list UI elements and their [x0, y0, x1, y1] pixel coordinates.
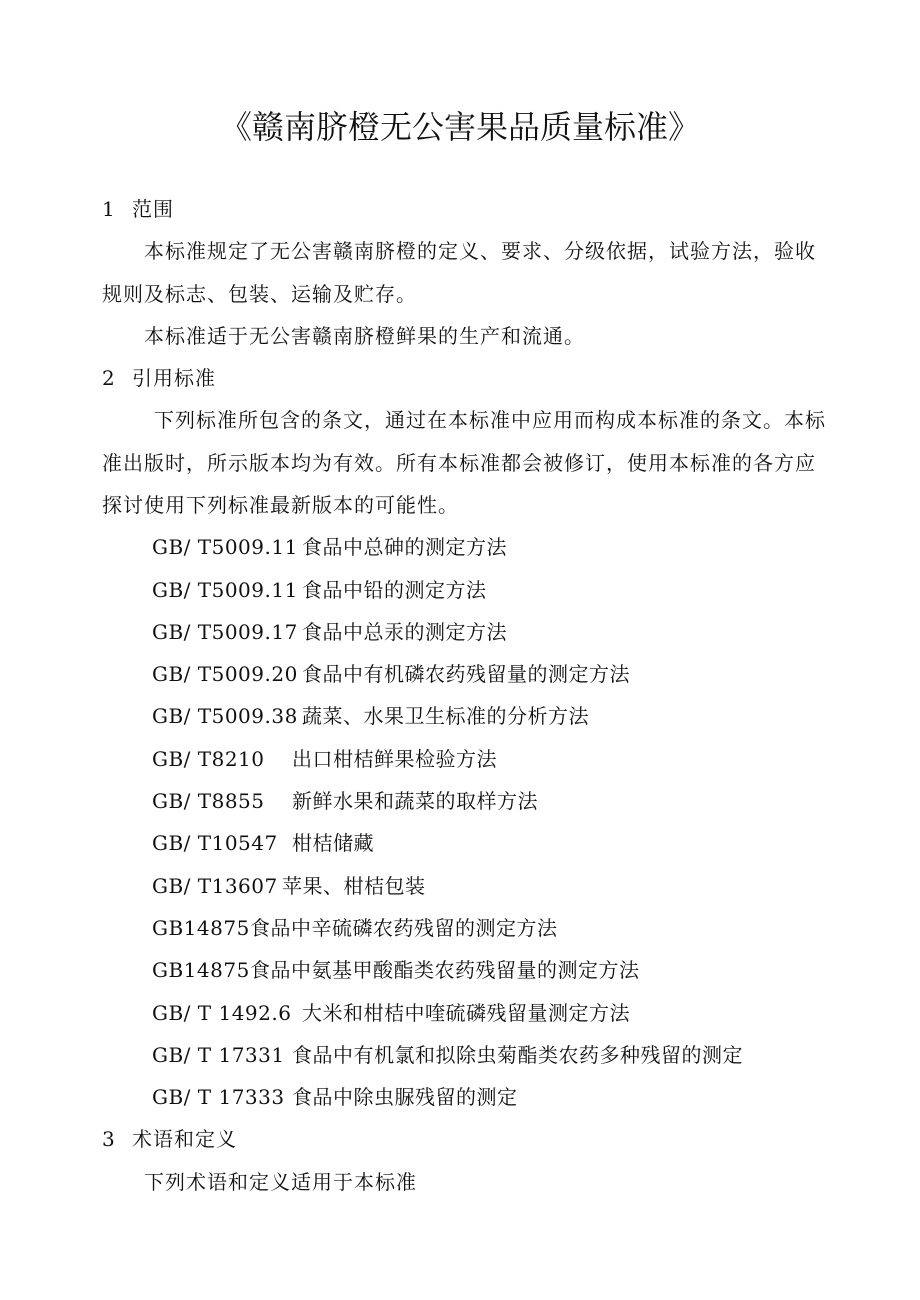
section-label: 引用标准: [132, 366, 216, 390]
reference-code: GB/ T5009.11: [152, 535, 298, 559]
reference-code: GB/ T5009.11: [152, 578, 298, 602]
reference-code: GB/ T10547: [152, 831, 278, 855]
reference-item: [152, 659, 630, 689]
reference-name: 蔬菜、水果卫生标准的分析方法: [302, 704, 589, 728]
reference-code: GB14875: [152, 958, 250, 982]
reference-code: GB/ T8855: [152, 789, 265, 813]
reference-item: [152, 786, 538, 816]
paragraph-line: 本标准规定了无公害赣南脐橙的定义、要求、分级依据，试验方法，验收: [144, 239, 816, 263]
reference-code: GB/ T5009.20: [152, 662, 298, 686]
document-title: 《赣南脐橙无公害果品质量标准》: [219, 108, 700, 146]
reference-code: GB/ T 17331: [152, 1043, 285, 1067]
paragraph-line: 下列术语和定义适用于本标准: [144, 1170, 417, 1194]
reference-item: [152, 617, 507, 647]
reference-item: [152, 828, 374, 858]
reference-name: 食品中氨基甲酸酯类农药残留量的测定方法: [250, 958, 640, 982]
section-heading-3: [102, 1124, 237, 1154]
reference-code: GB/ T13607: [152, 874, 278, 898]
reference-code: GB14875: [152, 916, 250, 940]
section-heading-2: [102, 363, 216, 393]
reference-item: [152, 532, 507, 562]
reference-name: 柑桔储藏: [292, 831, 374, 855]
reference-code: GB/ T 17333: [152, 1085, 285, 1109]
section-label: 术语和定义: [132, 1127, 237, 1151]
reference-code: GB/ T5009.17: [152, 620, 298, 644]
reference-name: 食品中总砷的测定方法: [302, 535, 507, 559]
reference-item: [152, 701, 589, 731]
paragraph-line: 准出版时，所示版本均为有效。所有本标准都会被修订，使用本标准的各方应: [102, 451, 816, 475]
reference-name: 食品中铅的测定方法: [302, 578, 487, 602]
reference-code: GB/ T 1492.6: [152, 1001, 292, 1025]
paragraph-line: 规则及标志、包装、运输及贮存。: [102, 282, 417, 306]
paragraph-line: 本标准适于无公害赣南脐橙鲜果的生产和流通。: [144, 324, 585, 348]
reference-name: 新鲜水果和蔬菜的取样方法: [292, 789, 538, 813]
reference-item: [152, 913, 558, 943]
reference-item: [152, 1040, 743, 1070]
reference-name: 食品中总汞的测定方法: [302, 620, 507, 644]
paragraph-line: 下列标准所包含的条文，通过在本标准中应用而构成本标准的条文。本标: [154, 408, 826, 432]
paragraph-line: 探讨使用下列标准最新版本的可能性。: [102, 493, 459, 517]
reference-item: [152, 998, 630, 1028]
section-heading-1: [102, 194, 174, 224]
reference-item: [152, 744, 497, 774]
reference-name: 食品中有机磷农药残留量的测定方法: [302, 662, 630, 686]
reference-item: [152, 955, 640, 985]
reference-item: [152, 1082, 518, 1112]
section-number: 1: [102, 197, 116, 221]
reference-name: 食品中有机氯和拟除虫菊酯类农药多种残留的测定: [292, 1043, 743, 1067]
reference-item: [152, 575, 487, 605]
reference-item: [152, 871, 426, 901]
reference-name: 食品中除虫脲残留的测定: [292, 1085, 518, 1109]
section-number: 2: [102, 366, 116, 390]
reference-code: GB/ T5009.38: [152, 704, 298, 728]
section-number: 3: [102, 1127, 116, 1151]
reference-name: 食品中辛硫磷农药残留的测定方法: [250, 916, 558, 940]
reference-name: 大米和柑桔中喹硫磷残留量测定方法: [302, 1001, 630, 1025]
reference-name: 苹果、柑桔包装: [282, 874, 426, 898]
section-label: 范围: [132, 197, 174, 221]
reference-code: GB/ T8210: [152, 747, 265, 771]
reference-name: 出口柑桔鲜果检验方法: [292, 747, 497, 771]
